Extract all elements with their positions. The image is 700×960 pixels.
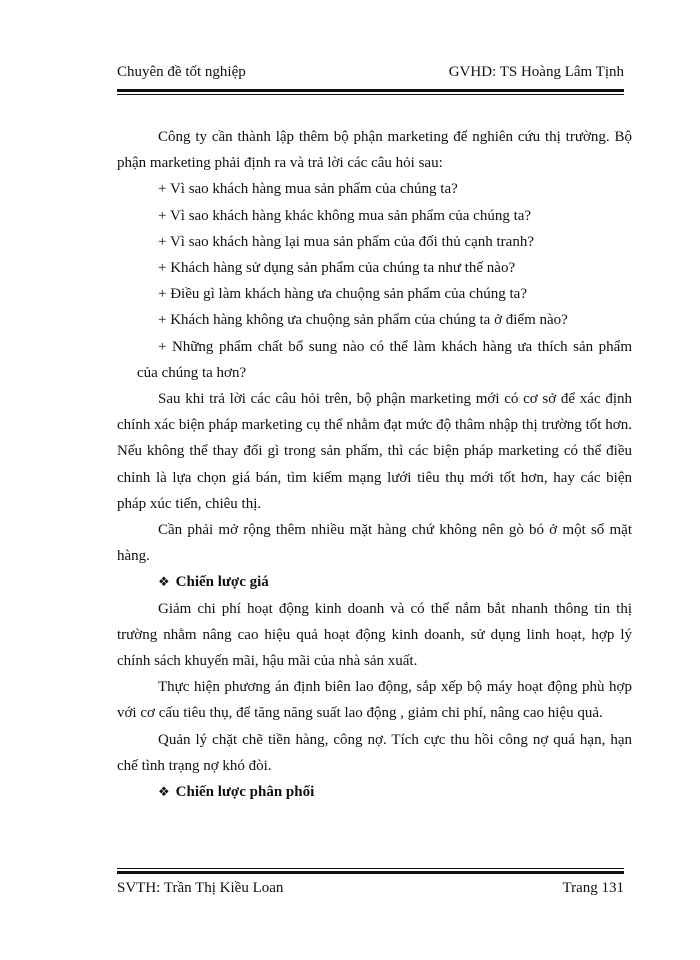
- after-questions-paragraph: Sau khi trả lời các câu hỏi trên, bộ phận marketing mới có cơ sở để xác định chính xác biện pháp marketing cụ thể nhằm đạt mức độ thâm nhập thị trường tốt hơn. Nếu không thể thay đổi gì trong sản phẩm, thì các biện pháp marketing có thể điều chỉnh là lựa chọn giá bán, tìm kiếm mạng lưới tiêu thụ mới tốt hơn, hay các biện pháp xúc tiến, chiêu thị.: [117, 391, 632, 512]
- price-paragraph-3: Quản lý chặt chẽ tiền hàng, công nợ. Tích cực thu hồi công nợ quá hạn, hạn chế tình trạng nợ khó đòi.: [117, 731, 632, 774]
- heading-distribution-label: Chiến lược phân phối: [175, 784, 315, 801]
- question-item: + Điều gì làm khách hàng ưa chuộng sản phẩm của chúng ta?: [158, 286, 527, 303]
- diamond-bullet-icon: ❖: [158, 784, 170, 800]
- header-rule: [117, 89, 624, 95]
- heading-price-label: Chiến lược giá: [175, 574, 269, 591]
- footer-rule: [117, 868, 624, 874]
- question-item: + Khách hàng sử dụng sản phẩm của chúng ta như thế nào?: [158, 260, 516, 277]
- expand-products-paragraph: Cần phải mở rộng thêm nhiều mặt hàng chứ không nên gò bó ở một số mặt hàng.: [117, 522, 632, 565]
- price-paragraph-1: Giảm chi phí hoạt động kinh doanh và có thể nắm bắt nhanh thông tin thị trường nhằm nâng cao hiệu quả hoạt động kinh doanh, sử dụng linh hoạt, hợp lý chính sách khuyến mãi, hậu mãi của nhà sản xuất.: [117, 600, 632, 670]
- question-item-last-line2: của chúng ta hơn?: [137, 364, 247, 381]
- header-document-title: Chuyên đề tốt nghiệp: [117, 64, 246, 80]
- question-item: + Vì sao khách hàng khác không mua sản phẩm của chúng ta?: [158, 207, 532, 224]
- question-item-last-line1: + Những phẩm chất bổ sung nào có thể làm khách hàng ưa thích sản phẩm: [158, 338, 632, 355]
- heading-price-strategy: [117, 569, 632, 595]
- question-item: + Khách hàng không ưa chuộng sản phẩm của chúng ta ở điểm nào?: [158, 312, 568, 329]
- footer-author: SVTH: Trần Thị Kiều Loan: [117, 880, 284, 896]
- intro-paragraph: Công ty cần thành lập thêm bộ phận marketing để nghiên cứu thị trường. Bộ phận marketing phải định ra và trả lời các câu hỏi sau:: [117, 129, 632, 172]
- question-item: + Vì sao khách hàng mua sản phẩm của chúng ta?: [158, 181, 458, 198]
- question-item: + Vì sao khách hàng lại mua sản phẩm của đối thủ cạnh tranh?: [158, 233, 534, 250]
- page-footer: [117, 880, 624, 904]
- page-body: [117, 124, 632, 805]
- price-paragraph-2: Thực hiện phương án định biên lao động, sắp xếp bộ máy hoạt động phù hợp với cơ cấu tiêu thụ, để tăng năng suất lao động , giảm chi phí, nâng cao hiệu quả.: [117, 679, 632, 722]
- page-header: [117, 64, 624, 88]
- header-advisor: GVHD: TS Hoàng Lâm Tịnh: [448, 64, 624, 80]
- heading-distribution-strategy: [117, 779, 632, 805]
- page-number: Trang 131: [562, 880, 624, 896]
- diamond-bullet-icon: ❖: [158, 574, 170, 590]
